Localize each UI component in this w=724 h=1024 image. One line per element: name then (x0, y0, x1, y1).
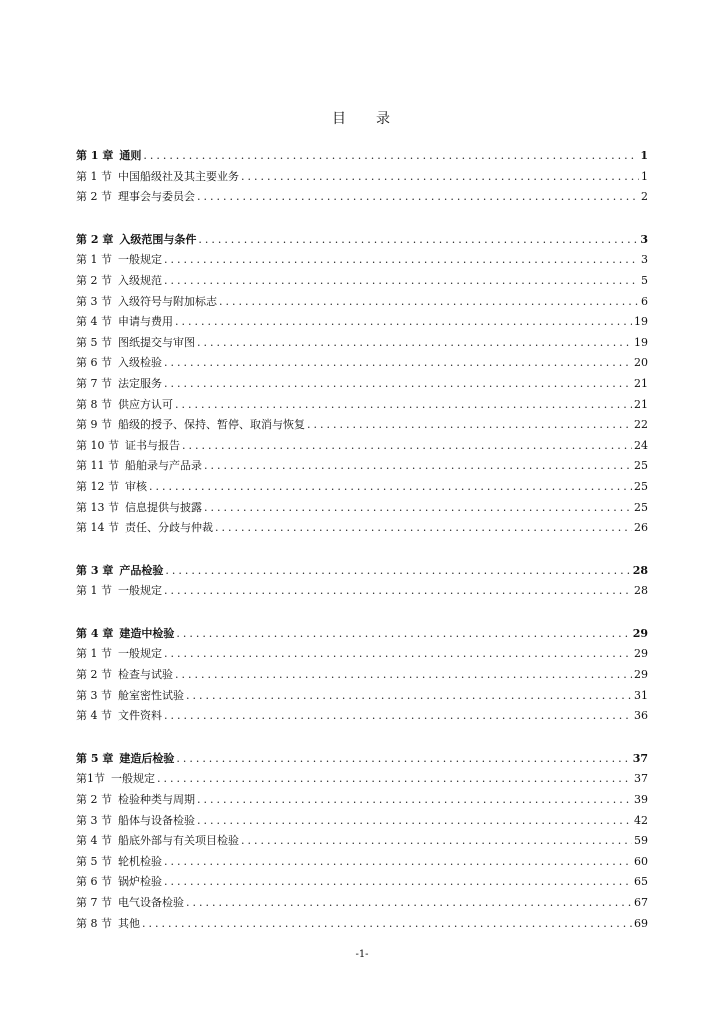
dot-leader (176, 753, 630, 765)
toc-section-title: 证书与报告 (125, 438, 180, 452)
toc-section-page-number: 3 (641, 253, 648, 267)
toc-section[interactable] (76, 648, 648, 660)
dot-leader (164, 856, 632, 868)
dot-leader (241, 171, 639, 183)
toc-chapter[interactable] (76, 565, 648, 577)
toc-section-number: 第 10 节 (76, 438, 119, 452)
toc-section-number: 第 6 节 (76, 356, 112, 370)
toc-section-title: 责任、分歧与仲裁 (125, 521, 213, 535)
toc-section-page-number: 60 (634, 854, 648, 868)
toc-section-number: 第 1 节 (76, 169, 112, 183)
toc-section[interactable] (76, 357, 648, 369)
toc-chapter-title: 产品检验 (119, 563, 164, 577)
dot-leader (164, 710, 632, 722)
toc-section-title: 一般规定 (118, 584, 162, 598)
toc-section-number: 第 7 节 (76, 896, 112, 909)
toc-section-title: 入级检验 (118, 356, 162, 370)
toc-section-title: 电气设备检验 (118, 896, 184, 909)
toc-section-page-number: 5 (641, 273, 648, 287)
toc-section[interactable] (76, 669, 648, 681)
dot-leader (164, 648, 632, 660)
toc-section-title: 入级符号与附加标志 (118, 294, 217, 308)
toc-section-number: 第 13 节 (76, 500, 119, 514)
section-spacer (76, 543, 648, 565)
toc-section-title: 入级规范 (118, 273, 162, 287)
toc-section-number: 第 8 节 (76, 397, 112, 411)
toc-chapter-page-number: 1 (640, 149, 648, 162)
dot-leader (186, 897, 632, 909)
toc-chapter[interactable] (76, 628, 648, 640)
toc-chapter-number: 第 4 章 (76, 626, 114, 640)
toc-section-title: 审核 (125, 479, 147, 493)
toc-section-number: 第 2 节 (76, 668, 112, 682)
dot-leader (197, 191, 639, 203)
toc-section-number: 第 2 节 (76, 793, 112, 807)
dot-leader (307, 419, 632, 431)
toc-section-number: 第 8 节 (76, 916, 112, 930)
toc-section[interactable] (76, 585, 648, 597)
toc-section-title: 其他 (118, 916, 140, 930)
toc-section-number: 第 14 节 (76, 521, 119, 535)
toc-section-page-number: 25 (634, 500, 648, 514)
toc-section[interactable] (76, 254, 648, 266)
toc-section-page-number: 42 (634, 813, 648, 827)
toc-chapter[interactable] (76, 753, 648, 765)
dot-leader (164, 275, 639, 287)
dot-leader (204, 502, 632, 514)
dot-leader (157, 773, 632, 785)
page-number: -1- (355, 949, 369, 960)
toc-section-page-number: 28 (634, 584, 648, 598)
toc-section-title: 图纸提交与审图 (118, 335, 195, 349)
dot-leader (204, 460, 632, 472)
dot-leader (164, 876, 632, 888)
toc-section[interactable] (76, 419, 648, 431)
toc-section-page-number: 24 (634, 438, 648, 452)
toc-section-page-number: 25 (634, 459, 648, 473)
toc-section-title: 检验种类与周期 (118, 793, 195, 807)
toc-chapter-page-number: 37 (632, 751, 648, 765)
toc-section-number: 第 4 节 (76, 709, 112, 723)
toc-chapter-number: 第 3 章 (76, 563, 114, 577)
toc-section[interactable] (76, 337, 648, 349)
toc-section-number: 第 4 节 (76, 834, 112, 848)
toc-section[interactable] (76, 522, 648, 534)
toc-chapter-page-number: 29 (632, 626, 648, 640)
section-spacer (76, 606, 648, 628)
toc-section-number: 第 3 节 (76, 688, 112, 702)
toc-section-title: 锅炉检验 (118, 875, 162, 889)
toc-chapter-page-number: 3 (640, 232, 648, 246)
toc-section-page-number: 69 (634, 916, 648, 930)
toc-section-page-number: 36 (634, 709, 648, 723)
toc-section-page-number: 67 (634, 896, 648, 909)
toc-section-page-number: 25 (634, 479, 648, 493)
toc-chapter[interactable] (76, 234, 648, 246)
dot-leader (165, 565, 630, 577)
toc-section-title: 文件资料 (118, 709, 162, 723)
dot-leader (164, 378, 632, 390)
toc-section[interactable] (76, 316, 648, 328)
toc-section-page-number: 20 (634, 356, 648, 370)
toc-section-number: 第 1 节 (76, 253, 112, 267)
toc-chapter-title: 通则 (119, 149, 142, 162)
toc-section[interactable] (76, 815, 648, 827)
toc-section-page-number: 65 (634, 875, 648, 889)
toc-section-page-number: 1 (641, 169, 648, 183)
dot-leader (215, 522, 632, 534)
toc-chapter[interactable] (76, 150, 648, 162)
dot-leader (176, 628, 630, 640)
toc-section[interactable] (76, 690, 648, 702)
dot-leader (143, 150, 638, 162)
dot-leader (164, 357, 632, 369)
toc-section[interactable] (76, 710, 648, 722)
toc-section-title: 检查与试验 (118, 668, 173, 682)
toc-chapter-title: 建造中检验 (119, 626, 175, 640)
toc-section-title: 一般规定 (111, 772, 155, 786)
toc-section[interactable] (76, 876, 648, 888)
toc-section-page-number: 21 (634, 397, 648, 411)
toc-section-number: 第1节 (76, 772, 105, 786)
toc-section-title: 船级的授予、保持、暂停、取消与恢复 (118, 418, 305, 432)
toc-section[interactable] (76, 460, 648, 472)
toc-section-page-number: 37 (634, 772, 648, 786)
toc-section-page-number: 19 (634, 335, 648, 349)
dot-leader (197, 337, 632, 349)
toc-section[interactable] (76, 835, 648, 847)
dot-leader (164, 585, 632, 597)
section-spacer (76, 731, 648, 753)
toc-section-title: 供应方认可 (118, 397, 173, 411)
toc-section[interactable] (76, 296, 648, 308)
toc-section-page-number: 6 (641, 294, 648, 308)
dot-leader (175, 669, 632, 681)
dot-leader (142, 918, 632, 930)
dot-leader (197, 815, 632, 827)
dot-leader (182, 440, 632, 452)
toc-section-number: 第 7 节 (76, 376, 112, 390)
toc-section-page-number: 59 (634, 834, 648, 848)
toc-chapter-title: 建造后检验 (119, 751, 175, 765)
toc-section-title: 船体与设备检验 (118, 813, 195, 827)
toc-section-title: 理事会与委员会 (118, 190, 195, 204)
dot-leader (186, 690, 632, 702)
toc-section[interactable] (76, 275, 648, 287)
toc-section-page-number: 22 (634, 418, 648, 432)
toc-section-page-number: 2 (641, 190, 648, 204)
toc-section-title: 申请与费用 (118, 315, 173, 329)
toc-section-number: 第 3 节 (76, 294, 112, 308)
toc-section-number: 第 5 节 (76, 335, 112, 349)
toc-section-page-number: 21 (634, 376, 648, 390)
dot-leader (164, 254, 639, 266)
toc-section[interactable] (76, 440, 648, 452)
dot-leader (219, 296, 639, 308)
toc-section-number: 第 1 节 (76, 647, 112, 661)
toc-section-page-number: 31 (634, 688, 648, 702)
toc-section-title: 法定服务 (118, 376, 162, 390)
section-spacer (76, 212, 648, 234)
toc-section[interactable] (76, 918, 648, 930)
toc-section[interactable] (76, 171, 648, 183)
toc-section[interactable] (76, 481, 648, 493)
toc-section[interactable] (76, 773, 648, 785)
toc-section-page-number: 26 (634, 521, 648, 535)
toc-section-title: 船舶录与产品录 (125, 459, 202, 473)
toc-section[interactable] (76, 399, 648, 411)
toc-section-number: 第 2 节 (76, 273, 112, 287)
toc-section-title: 舱室密性试验 (118, 688, 184, 702)
toc-section[interactable] (76, 502, 648, 514)
toc-section-number: 第 1 节 (76, 584, 112, 598)
toc-section-page-number: 19 (634, 315, 648, 329)
toc-section-number: 第 3 节 (76, 813, 112, 827)
toc-section-title: 一般规定 (118, 647, 162, 661)
toc-section[interactable] (76, 897, 648, 909)
toc-section-number: 第 4 节 (76, 315, 112, 329)
toc-section-number: 第 2 节 (76, 190, 112, 204)
toc-chapter-number: 第 5 章 (76, 751, 114, 765)
title-char-1: 目 (332, 111, 348, 127)
toc-section-title: 一般规定 (118, 253, 162, 267)
dot-leader (175, 399, 632, 411)
toc-section[interactable] (76, 191, 648, 203)
toc-section-page-number: 29 (634, 647, 648, 661)
dot-leader (175, 316, 632, 328)
dot-leader (149, 481, 632, 493)
toc-section-title: 轮机检验 (118, 854, 162, 868)
table-of-contents (76, 150, 648, 938)
toc-section-title: 中国船级社及其主要业务 (118, 169, 239, 183)
toc-section-number: 第 11 节 (76, 459, 119, 473)
toc-section[interactable] (76, 378, 648, 390)
dot-leader (197, 794, 632, 806)
toc-section-page-number: 29 (634, 668, 648, 682)
toc-section-number: 第 9 节 (76, 418, 112, 432)
toc-section-title: 信息提供与披露 (125, 500, 202, 514)
toc-section[interactable] (76, 856, 648, 868)
toc-chapter-title: 入级范围与条件 (119, 232, 197, 246)
toc-section[interactable] (76, 794, 648, 806)
toc-section-title: 船底外部与有关项目检验 (118, 834, 239, 848)
dot-leader (241, 835, 632, 847)
toc-section-page-number: 39 (634, 793, 648, 807)
toc-chapter-number: 第 1 章 (76, 149, 114, 162)
title-char-2: 录 (376, 111, 392, 127)
page-title (0, 108, 724, 128)
toc-section-number: 第 6 节 (76, 875, 112, 889)
toc-chapter-page-number: 28 (632, 563, 648, 577)
toc-section-number: 第 5 节 (76, 854, 112, 868)
toc-chapter-number: 第 2 章 (76, 232, 114, 246)
toc-section-number: 第 12 节 (76, 479, 119, 493)
dot-leader (198, 234, 638, 246)
